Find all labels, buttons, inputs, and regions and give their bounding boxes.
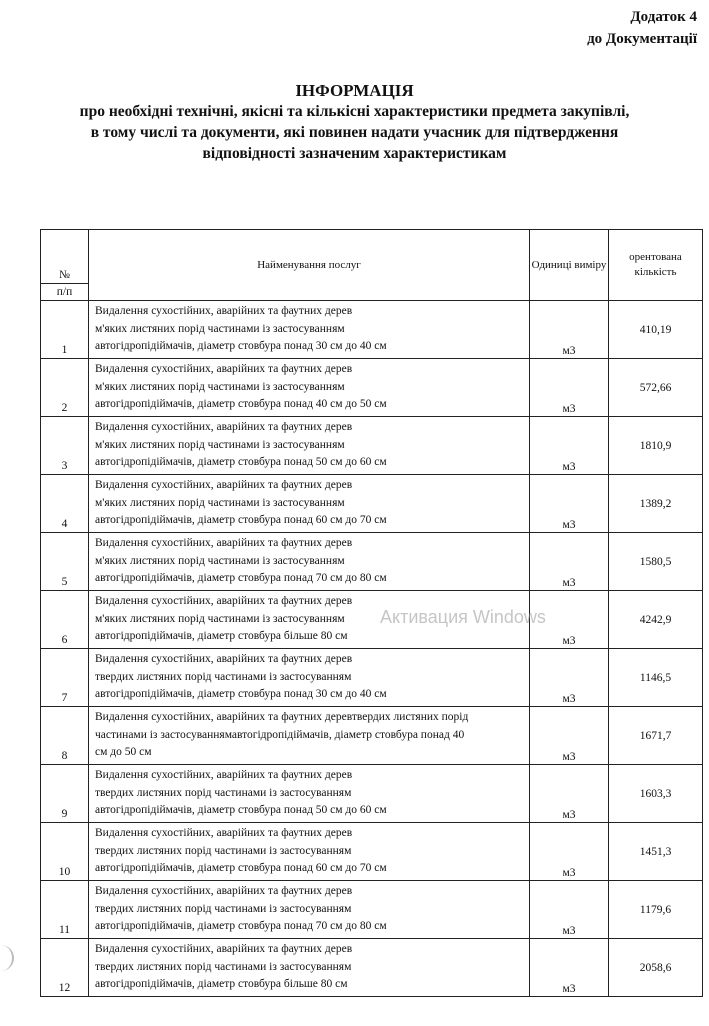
row-quantity: 410,19 (609, 301, 703, 359)
row-unit: м3 (530, 707, 609, 765)
row-unit: м3 (530, 823, 609, 881)
table-row (41, 823, 703, 881)
row-unit: м3 (530, 649, 609, 707)
row-number: 1 (41, 301, 89, 359)
header-quantity: орентована кількість (609, 230, 703, 301)
row-service-name: Видалення сухостійних, аварійних та фаутних дерев твердих листяних порід частинами із застосуванням автогідропідіймачів, діаметр стовбура більше 80 см (89, 939, 530, 997)
table-row (41, 591, 703, 649)
row-unit: м3 (530, 301, 609, 359)
row-quantity: 1146,5 (609, 649, 703, 707)
title-line-3: відповідності зазначеним характеристикам (202, 145, 507, 162)
row-unit: м3 (530, 533, 609, 591)
row-quantity: 1179,6 (609, 881, 703, 939)
appendix-number: Додаток 4 (630, 9, 697, 25)
table-row (41, 881, 703, 939)
services-table-part-2 (40, 648, 703, 997)
table-row (41, 475, 703, 533)
row-number: 11 (41, 881, 89, 939)
table-row (41, 359, 703, 417)
row-service-name: Видалення сухостійних, аварійних та фаутних деревтвердих листяних порід частинами із застосуваннямавтогідропідіймачів, діаметр стовбура понад 40 см до 50 см (89, 707, 530, 765)
table-row (41, 765, 703, 823)
row-quantity: 1671,7 (609, 707, 703, 765)
row-service-name: Видалення сухостійних, аварійних та фаутних дерев м'яких листяних порід частинами із застосуванням автогідропідіймачів, діаметр стовбура більше 80 см (89, 591, 530, 649)
row-service-name: Видалення сухостійних, аварійних та фаутних дерев м'яких листяних порід частинами із застосуванням автогідропідіймачів, діаметр стовбура понад 30 см до 40 см (89, 301, 530, 359)
row-service-name: Видалення сухостійних, аварійних та фаутних дерев твердих листяних порід частинами із застосуванням автогідропідіймачів, діаметр стовбура понад 50 см до 60 см (89, 765, 530, 823)
header-service-name: Найменування послуг (89, 230, 530, 301)
row-number: 3 (41, 417, 89, 475)
row-quantity: 1389,2 (609, 475, 703, 533)
row-quantity: 572,66 (609, 359, 703, 417)
row-number: 9 (41, 765, 89, 823)
row-service-name: Видалення сухостійних, аварійних та фаутних дерев м'яких листяних порід частинами із застосуванням автогідропідіймачів, діаметр стовбура понад 60 см до 70 см (89, 475, 530, 533)
row-unit: м3 (530, 939, 609, 997)
title-line-2: в тому числі та документи, які повинен надати учасник для підтвердження (90, 124, 619, 141)
table-row (41, 533, 703, 591)
row-quantity: 1580,5 (609, 533, 703, 591)
page-edge-shadow (0, 945, 14, 971)
row-number: 5 (41, 533, 89, 591)
title-line-1: про необхідні технічні, якісні та кількісні характеристики предмета закупівлі, (79, 103, 630, 120)
row-quantity: 1451,3 (609, 823, 703, 881)
row-service-name: Видалення сухостійних, аварійних та фаутних дерев твердих листяних порід частинами із застосуванням автогідропідіймачів, діаметр стовбура понад 30 см до 40 см (89, 649, 530, 707)
row-unit: м3 (530, 591, 609, 649)
table-row (41, 301, 703, 359)
document-title (0, 80, 709, 164)
header-number-symbol: № (59, 269, 70, 281)
row-quantity: 1810,9 (609, 417, 703, 475)
row-number: 4 (41, 475, 89, 533)
row-quantity: 1603,3 (609, 765, 703, 823)
header-unit: Одиниці виміру (530, 230, 609, 301)
row-number: 7 (41, 649, 89, 707)
row-service-name: Видалення сухостійних, аварійних та фаутних дерев м'яких листяних порід частинами із застосуванням автогідропідіймачів, діаметр стовбура понад 70 см до 80 см (89, 533, 530, 591)
row-quantity: 2058,6 (609, 939, 703, 997)
title-heading: ІНФОРМАЦІЯ (295, 81, 414, 100)
appendix-reference: до Документації (587, 31, 697, 47)
row-number: 10 (41, 823, 89, 881)
row-number: 8 (41, 707, 89, 765)
row-unit: м3 (530, 417, 609, 475)
row-service-name: Видалення сухостійних, аварійних та фаутних дерев м'яких листяних порід частинами із застосуванням автогідропідіймачів, діаметр стовбура понад 50 см до 60 см (89, 417, 530, 475)
table-row (41, 649, 703, 707)
row-service-name: Видалення сухостійних, аварійних та фаутних дерев м'яких листяних порід частинами із застосуванням автогідропідіймачів, діаметр стовбура понад 40 см до 50 см (89, 359, 530, 417)
header-number-sub: п/п (41, 283, 88, 300)
row-unit: м3 (530, 475, 609, 533)
row-service-name: Видалення сухостійних, аварійних та фаутних дерев твердих листяних порід частинами із застосуванням автогідропідіймачів, діаметр стовбура понад 60 см до 70 см (89, 823, 530, 881)
header-number (41, 230, 89, 301)
windows-activation-watermark: Активация Windows (380, 607, 546, 627)
row-number: 12 (41, 939, 89, 997)
row-unit: м3 (530, 359, 609, 417)
row-unit: м3 (530, 765, 609, 823)
table-row (41, 939, 703, 997)
table-row (41, 417, 703, 475)
services-table-part-1 (40, 229, 703, 649)
row-unit: м3 (530, 881, 609, 939)
row-quantity: 4242,9 (609, 591, 703, 649)
row-service-name: Видалення сухостійних, аварійних та фаутних дерев твердих листяних порід частинами із застосуванням автогідропідіймачів, діаметр стовбура понад 70 см до 80 см (89, 881, 530, 939)
row-number: 2 (41, 359, 89, 417)
appendix-label (587, 6, 697, 50)
table-row (41, 707, 703, 765)
row-number: 6 (41, 591, 89, 649)
